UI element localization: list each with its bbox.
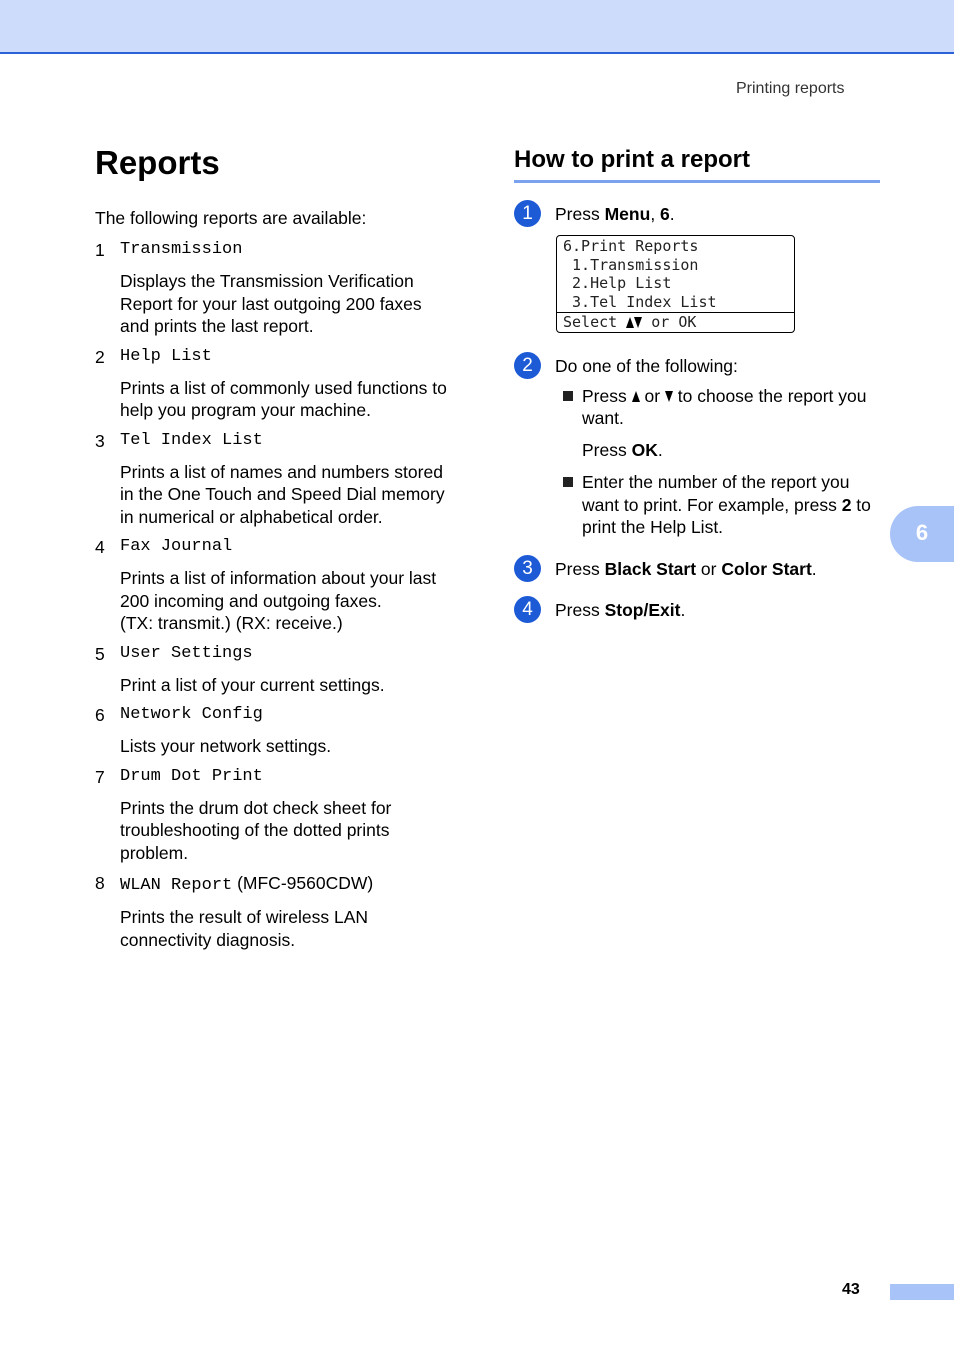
step-2-text: Do one of the following:	[555, 355, 738, 376]
lcd-footer	[557, 312, 794, 332]
report-name-text: Network Config	[120, 705, 263, 724]
report-description-line: Print a list of your current settings.	[120, 674, 385, 695]
report-description	[120, 270, 465, 338]
report-description-line: Prints a list of information about your last	[120, 568, 437, 588]
page-number: 43	[842, 1281, 860, 1298]
step-number-badge: 2	[514, 352, 541, 379]
step-text-part: .	[669, 204, 675, 224]
intro-text: The following reports are available:	[95, 208, 367, 228]
report-description-line: troubleshooting of the dotted prints	[120, 820, 390, 840]
report-description	[120, 461, 465, 529]
report-name-text: Transmission	[120, 240, 243, 259]
black-start-key-label: Black Start	[604, 558, 697, 579]
bullet-text-part: Enter the number of the report you	[582, 472, 850, 493]
report-name-text: Help List	[120, 346, 212, 366]
lcd-menu-lines	[557, 236, 794, 312]
report-description-line: in numerical or alphabetical order.	[120, 506, 383, 527]
report-description	[120, 674, 465, 697]
up-arrow-icon	[632, 391, 640, 402]
ok-key-label: OK	[631, 439, 658, 460]
step-2	[514, 355, 880, 539]
report-description-line: (TX: transmit.) (RX: receive.)	[120, 613, 343, 633]
report-item	[95, 704, 465, 758]
report-name	[120, 872, 465, 897]
page-footer-bar	[890, 1284, 954, 1300]
report-name-text: Fax Journal	[120, 537, 233, 556]
key-6-label: 6	[660, 204, 670, 224]
reports-column	[95, 143, 465, 951]
report-description-line: Lists your network settings.	[120, 736, 332, 756]
step-4-text	[555, 599, 880, 621]
report-name	[120, 766, 465, 788]
report-description	[120, 797, 465, 865]
report-description-line: connectivity diagnosis.	[120, 929, 296, 950]
bullet-text	[582, 385, 880, 430]
bullet-text	[582, 439, 880, 462]
bullet-text-part: want to print. For example, press	[582, 494, 842, 515]
report-name	[120, 346, 465, 368]
report-description-line: Prints a list of names and numbers stored	[120, 461, 443, 482]
report-item	[95, 872, 465, 951]
step-1	[514, 203, 880, 333]
lcd-display	[556, 235, 795, 333]
step-4	[514, 599, 880, 621]
report-number: 8	[95, 873, 105, 893]
report-description-line: 200 incoming and outgoing faxes.	[120, 590, 382, 611]
report-number: 4	[95, 537, 105, 557]
bullet-text-part: want.	[582, 408, 624, 429]
report-description-line: and prints the last report.	[120, 316, 314, 336]
report-description-line: Displays the Transmission Verification	[120, 271, 414, 291]
lcd-footer-text: or OK	[642, 312, 697, 331]
page-title: Reports	[95, 144, 220, 181]
report-description-line: Prints a list of commonly used functions to	[120, 377, 447, 398]
square-bullet-icon	[563, 477, 573, 487]
step-text-part: Press	[555, 599, 605, 620]
step-number-badge: 4	[514, 596, 541, 623]
menu-key-label: Menu	[604, 204, 651, 224]
report-description	[120, 377, 465, 422]
bullet-text-part: Press	[582, 439, 632, 460]
down-arrow-icon	[665, 391, 673, 402]
bullet-item	[582, 385, 880, 462]
step-text-part: Press	[555, 204, 605, 224]
lcd-line: 2.Help List	[563, 274, 672, 293]
step-number-badge: 1	[514, 200, 541, 227]
report-number: 3	[95, 430, 105, 451]
report-name-text: Drum Dot Print	[120, 766, 263, 786]
report-item	[95, 346, 465, 422]
report-number: 5	[95, 643, 105, 664]
step-3-text	[555, 558, 880, 580]
step-number-badge: 3	[514, 555, 541, 582]
report-description	[120, 906, 465, 951]
lcd-footer-text: Select	[563, 312, 627, 331]
chapter-tab: 6	[890, 506, 954, 562]
bullet-text	[582, 471, 880, 539]
report-model-note: (MFC-9560CDW)	[232, 873, 374, 893]
running-header: Printing reports	[736, 80, 845, 97]
section-title: How to print a report	[514, 143, 880, 183]
report-number: 6	[95, 705, 105, 725]
report-number: 1	[95, 240, 105, 260]
step-text-part: .	[680, 599, 686, 620]
step-3	[514, 558, 880, 580]
bullet-text-part: print the Help List.	[582, 517, 724, 538]
report-description-line: in the One Touch and Speed Dial memory	[120, 484, 445, 504]
report-item	[95, 430, 465, 529]
report-description-line: Prints the result of wireless LAN	[120, 907, 369, 927]
bullet-text-part: .	[657, 439, 663, 460]
stop-exit-key-label: Stop/Exit	[604, 599, 681, 620]
top-header-band	[0, 0, 954, 54]
report-list	[95, 239, 465, 951]
square-bullet-icon	[563, 391, 573, 401]
step-1-text	[555, 203, 880, 225]
report-name	[120, 430, 465, 452]
up-arrow-icon	[626, 317, 634, 328]
step-text-part: .	[811, 558, 817, 579]
report-name	[120, 643, 465, 665]
how-to-column	[514, 143, 880, 621]
report-description	[120, 735, 465, 758]
key-2-label: 2	[841, 494, 852, 515]
bullet-text-part: Press	[582, 385, 632, 406]
report-name	[120, 704, 465, 726]
report-number: 7	[95, 766, 105, 787]
report-description-line: problem.	[120, 842, 189, 863]
report-name	[120, 536, 465, 558]
report-description	[120, 567, 465, 635]
report-number: 2	[95, 346, 105, 367]
bullet-text-part: to choose the report you	[672, 385, 867, 406]
report-item	[95, 536, 465, 635]
report-description-line: Report for your last outgoing 200 faxes	[120, 293, 422, 314]
report-description-line: help you program your machine.	[120, 400, 371, 420]
step-text-part: Press	[555, 558, 605, 579]
lcd-line: 6.Print Reports	[563, 237, 699, 255]
report-name-text: User Settings	[120, 643, 253, 663]
bullet-text-part: or	[639, 385, 665, 406]
bullet-text-part: to	[851, 494, 871, 515]
lcd-line: 3.Tel Index List	[563, 293, 717, 312]
lcd-line: 1.Transmission	[563, 255, 699, 274]
color-start-key-label: Color Start	[721, 558, 812, 579]
bullet-item	[582, 471, 880, 539]
step-text-part: or	[696, 558, 722, 579]
report-item	[95, 643, 465, 697]
report-name-text: WLAN Report	[120, 876, 233, 895]
report-item	[95, 239, 465, 338]
report-name-text: Tel Index List	[120, 430, 263, 450]
report-name	[120, 239, 465, 261]
report-description-line: Prints the drum dot check sheet for	[120, 797, 392, 818]
report-item	[95, 766, 465, 865]
step-text-part: ,	[650, 204, 661, 224]
